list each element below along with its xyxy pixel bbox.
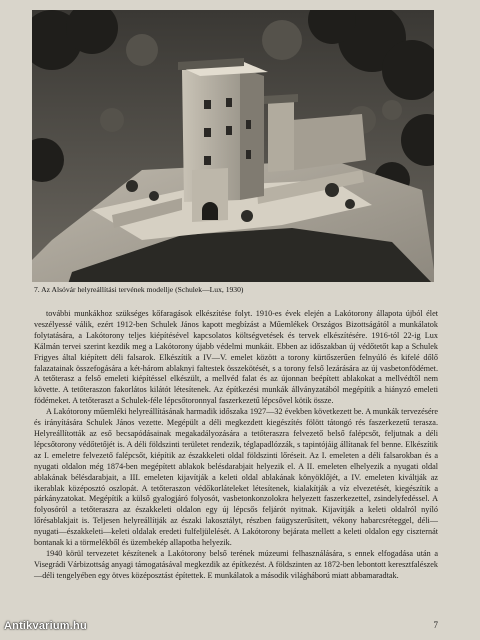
watermark: Antikvarium.hu: [4, 620, 87, 632]
paragraph: 1940 körül tervezetet készítenek a Lakótorony belső terének múzeumi felhasználására, s ennek elfogadása után a Visegrádi Várbizottság anyagi támogatásával megkezdik az építkezést. A földszinten az 1872-ben lebontott keresztfalészek—déli tengelyében egy ötves középosztást építettek. E munkálatok a második világháború miatt abbamaradtak.: [34, 548, 438, 580]
figure-caption: 7. Az Alsóvár helyreállítási tervének modellje (Schulek—Lux, 1930): [34, 285, 244, 294]
paragraph: A Lakótorony műemléki helyreállításának harmadik időszaka 1927—32 években következett be. A munkák tervezésére és irányítására Schulek János vezette. Megépült a déli megkezdett kiegészítés fölött tátongó rés faszerkezetű terasza. Helyreállították az eső becsapódásainak megakadályozására a tetőteraszra felvezető belső falépcsőt, feljutnak a déli lépcsőtorony védőtetőjét is. A déli földszinti területet rendezik, téglapadlózzák, s tapintójáig állítanak fel benne. Elkészítik az I. emeletre felvezető falépcsőt, kiépítik az északkeleti oldal földszinti lőréseit. Az I. emeleten a déli falsarokban és a nyugati oldalon még 1874-ben megépített ablakok belésdarabjait helyezik el. A II. emeleten elhelyezik a nyugati oldal ablakának bélésdarabjait, a III. emeleten kijavítják a keleti oldal ablakának könyöklőjét, a IV. emeleten kiváltják az ikerablak középosztó oszlopát. A tetőteraszon védőkorláteleket létesítenek, kialakítják a víz elvezetését, kiegészítik a párkányzatokat. Megépítik a külső gyalogjáró folyosót, vasbetonkonzolokra helyezett faszerkezettel, zsindelyfedéssel. A folyosóról a tetőteraszra az északkeleti oldalon egy új lépcsős feljárót nyitnak. Kijavítják a keleti oldalról nyíló lőrésablakjait is. Teljesen helyreállítják az északi lakosztályt, részben faügyszerűsített, vékony habarcsréteggel, déli—nyugati—északkeleti—keleti oldalak eredeti fulfeljülelését. A Lakótorony bejárata mellett a keleti oldalon egy ciszternát bontanak ki a törmelékből és üzembekép allapotba helyezik.: [34, 407, 438, 548]
body-text: [34, 309, 438, 582]
paragraph: további munkákhoz szükséges kőfaragások elkészítése folyt. 1910-es évek elején a Lakótorony állapota újból élet veszélyessé válik, ezért 1912-ben Schulek János kapott megbízást a Műemlékek Országos Bizottságától a munkálatok folytatására, a Lakótorony teljes kiépítésével kapcsolatos költségvetések és tervek elkészítésére. 1916-tól 22-ig Lux Kálmán tervei szerint kezdik meg a Lakótorony újabb védelmi munkáit. Ebben az időszakban új védőtetőt kap a Schulek Frigyes által kiépített déli falsarok. Elkészítik a IV—V. emelet között a torony kürtőszerűen felnyúló és kifelé dőlő falazatainak összefogására a két-három ablaknyi faltestek összekötését, s a torony felső lezárására az új vasbetonfödémet. A tetőterasz a felső emeleti kiépítéssel elkészült, a mellvéd falat és az újonnan beépített ablakokat a mellvédtől nem követte. A tetőteraszon fakorlátos kilátót létesítenek. Az építkezési munkák állványzatából megépítik a hiányzó emeleti födémeket. A tetőteraszt a Schulek-féle lépcsőtoronnyal faszerkezetű lépcsővel kötik össze.: [34, 309, 438, 406]
page-number: 7: [433, 620, 438, 630]
castle-model-photo: [32, 10, 434, 302]
